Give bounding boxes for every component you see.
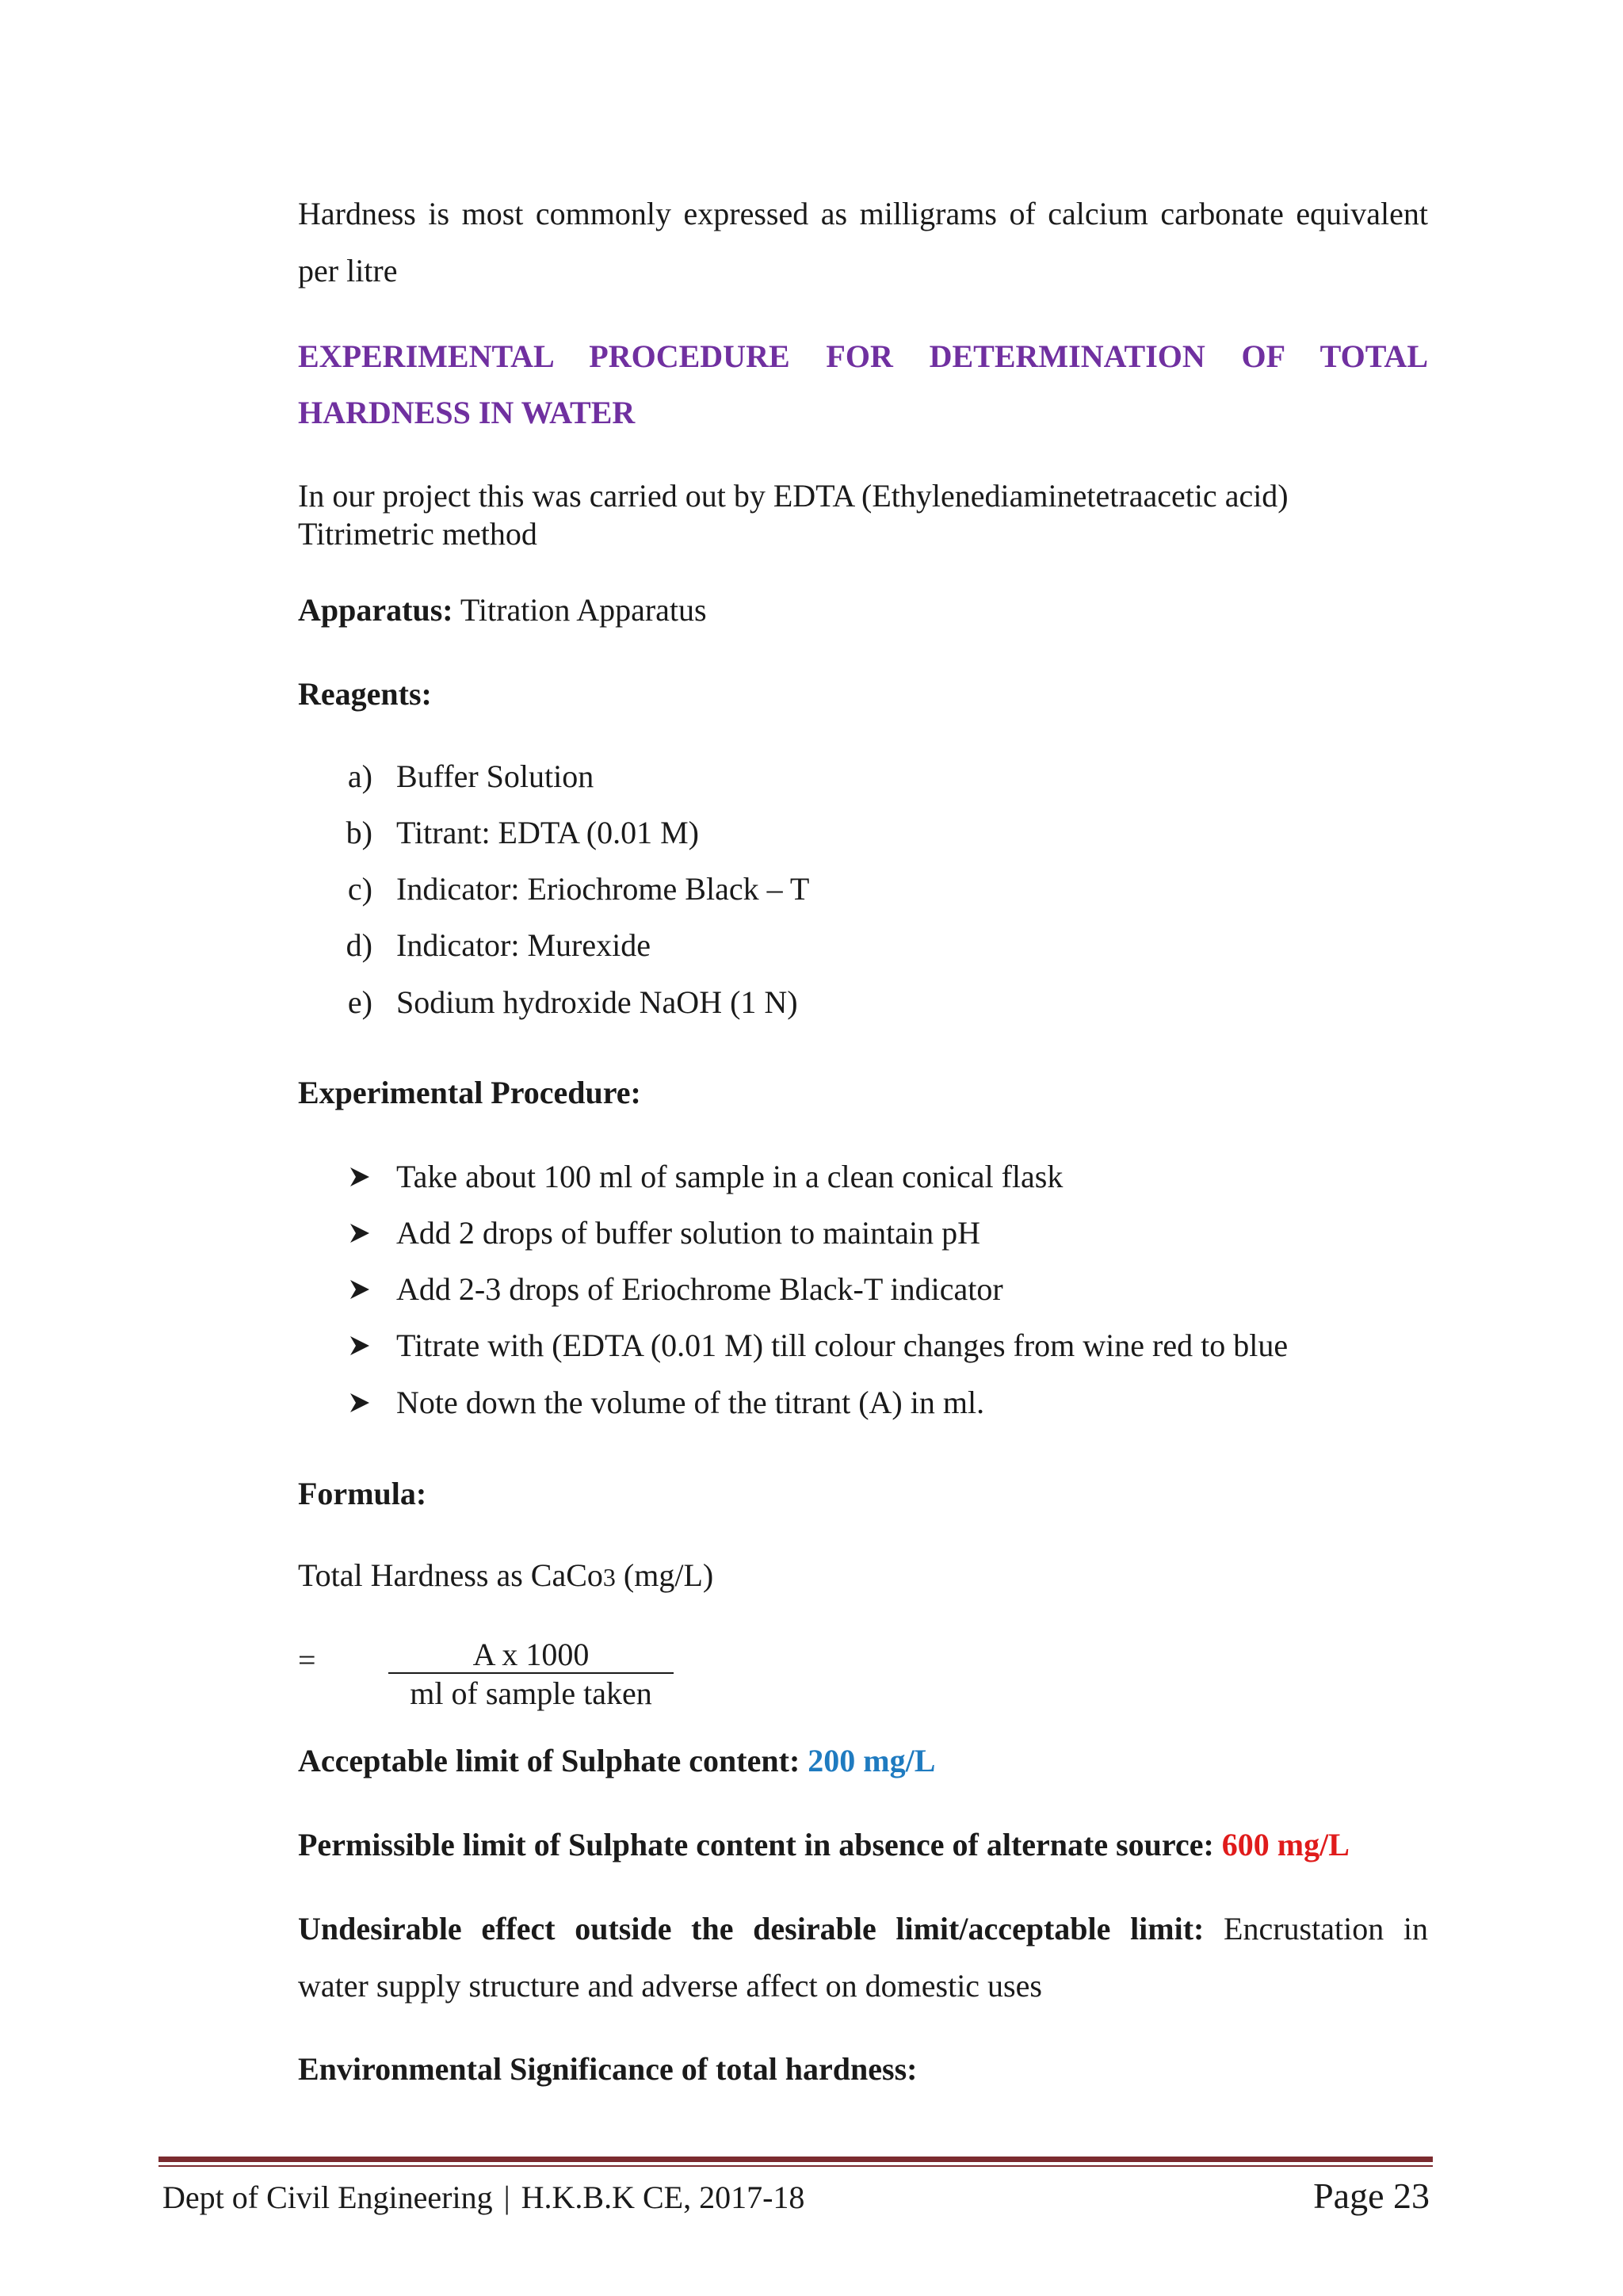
apparatus-line xyxy=(298,591,707,629)
list-marker: a) xyxy=(347,758,372,794)
arrow-bullet-icon xyxy=(349,1278,371,1301)
intro-line-2: per litre xyxy=(298,253,398,288)
apparatus-label: Apparatus: xyxy=(298,592,453,628)
reagent-text: Indicator: Murexide xyxy=(396,927,651,963)
reagent-text: Buffer Solution xyxy=(396,758,594,794)
reagents-label: Reagents: xyxy=(298,676,432,712)
method-line-1: In our project this was carried out by EDTA (Ethylenediaminetetraacetic acid) xyxy=(298,478,1289,514)
procedure-step-text: Add 2-3 drops of Eriochrome Black-T indicator xyxy=(396,1271,1003,1307)
list-marker: b) xyxy=(346,815,372,850)
permissible-limit-line xyxy=(298,1826,1350,1864)
formula-numerator: A x 1000 xyxy=(472,1637,590,1672)
permissible-limit-label: Permissible limit of Sulphate content in absence of alternate source: xyxy=(298,1827,1222,1862)
intro-line-1: Hardness is most commonly expressed as milligrams of calcium carbonate equivalent xyxy=(298,196,1428,231)
list-marker: e) xyxy=(347,984,372,1020)
footer-institution: H.K.B.K CE, 2017-18 xyxy=(521,2179,805,2215)
acceptable-limit-label: Acceptable limit of Sulphate content: xyxy=(298,1743,808,1778)
footer-rule-thin xyxy=(158,2165,1433,2167)
footer-left xyxy=(162,2179,804,2217)
reagent-text: Indicator: Eriochrome Black – T xyxy=(396,871,810,907)
footer-separator: | xyxy=(503,2179,510,2215)
formula-equals: = xyxy=(298,1642,316,1678)
reagent-text: Titrant: EDTA (0.01 M) xyxy=(396,815,699,850)
formula-fraction-bar xyxy=(388,1672,674,1674)
section-heading-line-2: HARDNESS IN WATER xyxy=(298,395,636,430)
procedure-step-text: Titrate with (EDTA (0.01 M) till colour changes from wine red to blue xyxy=(396,1328,1289,1363)
permissible-limit-value: 600 mg/L xyxy=(1221,1827,1350,1862)
acceptable-limit-line xyxy=(298,1742,935,1780)
procedure-step-text: Note down the volume of the titrant (A) in ml. xyxy=(396,1385,985,1420)
apparatus-value: Titration Apparatus xyxy=(453,592,707,628)
environmental-label: Environmental Significance of total hardness: xyxy=(298,2051,918,2087)
formula-label: Formula: xyxy=(298,1476,427,1511)
arrow-bullet-icon xyxy=(349,1222,371,1244)
procedure-step-text: Add 2 drops of buffer solution to maintain pH xyxy=(396,1215,980,1251)
formula-title-sub: 3 xyxy=(602,1563,616,1591)
undesirable-value: Encrustation in xyxy=(1204,1911,1428,1946)
method-line-2: Titrimetric method xyxy=(298,516,537,552)
footer-department: Dept of Civil Engineering xyxy=(162,2179,493,2215)
formula-denominator: ml of sample taken xyxy=(410,1675,652,1711)
undesirable-line-2: water supply structure and adverse affect on domestic uses xyxy=(298,1968,1042,2004)
acceptable-limit-value: 200 mg/L xyxy=(808,1743,936,1778)
undesirable-line-1 xyxy=(298,1910,1428,1948)
arrow-bullet-icon xyxy=(349,1166,371,1188)
formula-title xyxy=(298,1557,713,1596)
list-marker: c) xyxy=(347,871,372,907)
procedure-label: Experimental Procedure: xyxy=(298,1075,641,1110)
reagent-text: Sodium hydroxide NaOH (1 N) xyxy=(396,984,798,1020)
procedure-step-text: Take about 100 ml of sample in a clean conical flask xyxy=(396,1159,1064,1194)
arrow-bullet-icon xyxy=(349,1335,371,1357)
list-marker: d) xyxy=(346,927,372,963)
undesirable-label: Undesirable effect outside the desirable limit/acceptable limit: xyxy=(298,1911,1205,1946)
formula-title-prefix: Total Hardness as CaCo xyxy=(298,1557,603,1593)
footer-rule-thick xyxy=(158,2157,1433,2162)
section-heading-line-1: EXPERIMENTAL PROCEDURE FOR DETERMINATION OF TOTAL xyxy=(298,338,1428,374)
page-number: Page 23 xyxy=(1313,2176,1430,2216)
formula-title-suffix: (mg/L) xyxy=(615,1557,714,1593)
arrow-bullet-icon xyxy=(349,1392,371,1414)
